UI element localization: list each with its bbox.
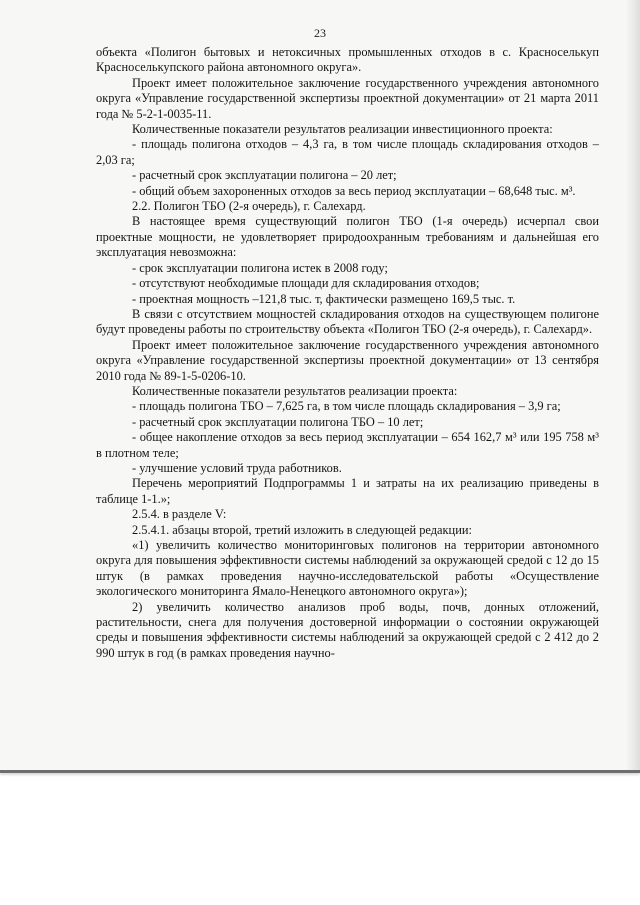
paragraph: 2.5.4.1. абзацы второй, третий изложить в следующей редакции: bbox=[132, 522, 472, 537]
list-item: - площадь полигона ТБО – 7,625 га, в том числе площадь складирования – 3,9 га; bbox=[132, 399, 561, 414]
list-item: - отсутствуют необходимые площади для складирования отходов; bbox=[132, 276, 480, 291]
paragraph: В настоящее время существующий полигон ТБО (1-я очередь) исчерпал свои проектные мощности, не удовлетворяет природоохранным требованиям и дальнейшая его эксплуатация невозможна: bbox=[96, 214, 599, 260]
page-number: 23 bbox=[314, 26, 326, 40]
scan-edge-shadow bbox=[626, 0, 640, 770]
paragraph: «1) увеличить количество мониторинговых полигонов на территории автономного округа для повышения эффективности системы наблюдений за окружающей средой с 12 до 15 штук (в рамках проведения научно-исследовательской работы «Осуществление экологического мониторинга Ямало-Ненецкого автономного округа»); bbox=[96, 538, 599, 599]
paragraph: В связи с отсутствием мощностей складирования отходов на существующем полигоне будут проведены работы по строительству объекта «Полигон ТБО (2-я очередь), г. Салехард». bbox=[96, 306, 599, 337]
section-heading: 2.5.4. в разделе V: bbox=[132, 507, 227, 522]
list-item: - улучшение условий труда работников. bbox=[132, 460, 342, 475]
paragraph: Перечень мероприятий Подпрограммы 1 и затраты на их реализацию приведены в таблице 1-1.»; bbox=[96, 476, 599, 506]
list-item: - расчетный срок эксплуатации полигона ТБО – 10 лет; bbox=[132, 414, 424, 429]
document-body bbox=[96, 45, 599, 661]
list-item: - расчетный срок эксплуатации полигона – 20 лет; bbox=[132, 168, 397, 183]
list-item: - площадь полигона отходов – 4,3 га, в том числе площадь складирования отходов – 2,03 га; bbox=[96, 137, 599, 167]
paragraph: Проект имеет положительное заключение государственного учреждения автономного округа «Управление государственной экспертизы проектной документации» от 13 сентября 2010 года № 89-1-5-0206-10. bbox=[96, 337, 599, 383]
list-item: - проектная мощность –121,8 тыс. т, фактически размещено 169,5 тыс. т. bbox=[132, 291, 516, 306]
paragraph: Количественные показатели результатов реализации проекта: bbox=[132, 383, 458, 398]
list-item: - общий объем захороненных отходов за весь период эксплуатации – 68,648 тыс. м³. bbox=[132, 183, 576, 198]
paragraph: Количественные показатели результатов реализации инвестиционного проекта: bbox=[132, 122, 553, 137]
list-item: - срок эксплуатации полигона истек в 2008 году; bbox=[132, 260, 388, 275]
list-item: - общее накопление отходов за весь период эксплуатации – 654 162,7 м³ или 195 758 м³ в плотном теле; bbox=[96, 430, 599, 460]
paragraph: Проект имеет положительное заключение государственного учреждения автономного округа «Управление государственной экспертизы проектной документации» от 21 марта 2011 года № 5-2-1-0035-11. bbox=[96, 75, 599, 121]
paragraph: 2) увеличить количество анализов проб воды, почв, донных отложений, растительности, снега для получения достоверной информации о состоянии окружающей среды и повышения эффективности системы наблюдений за окружающей средой с 2 412 до 2 990 штук в год (в рамках проведения научно- bbox=[96, 599, 599, 660]
paragraph: объекта «Полигон бытовых и нетоксичных промышленных отходов в с. Красноселькуп Красноселькупского района автономного округа». bbox=[96, 45, 599, 75]
section-heading: 2.2. Полигон ТБО (2-я очередь), г. Салехард. bbox=[132, 199, 366, 214]
